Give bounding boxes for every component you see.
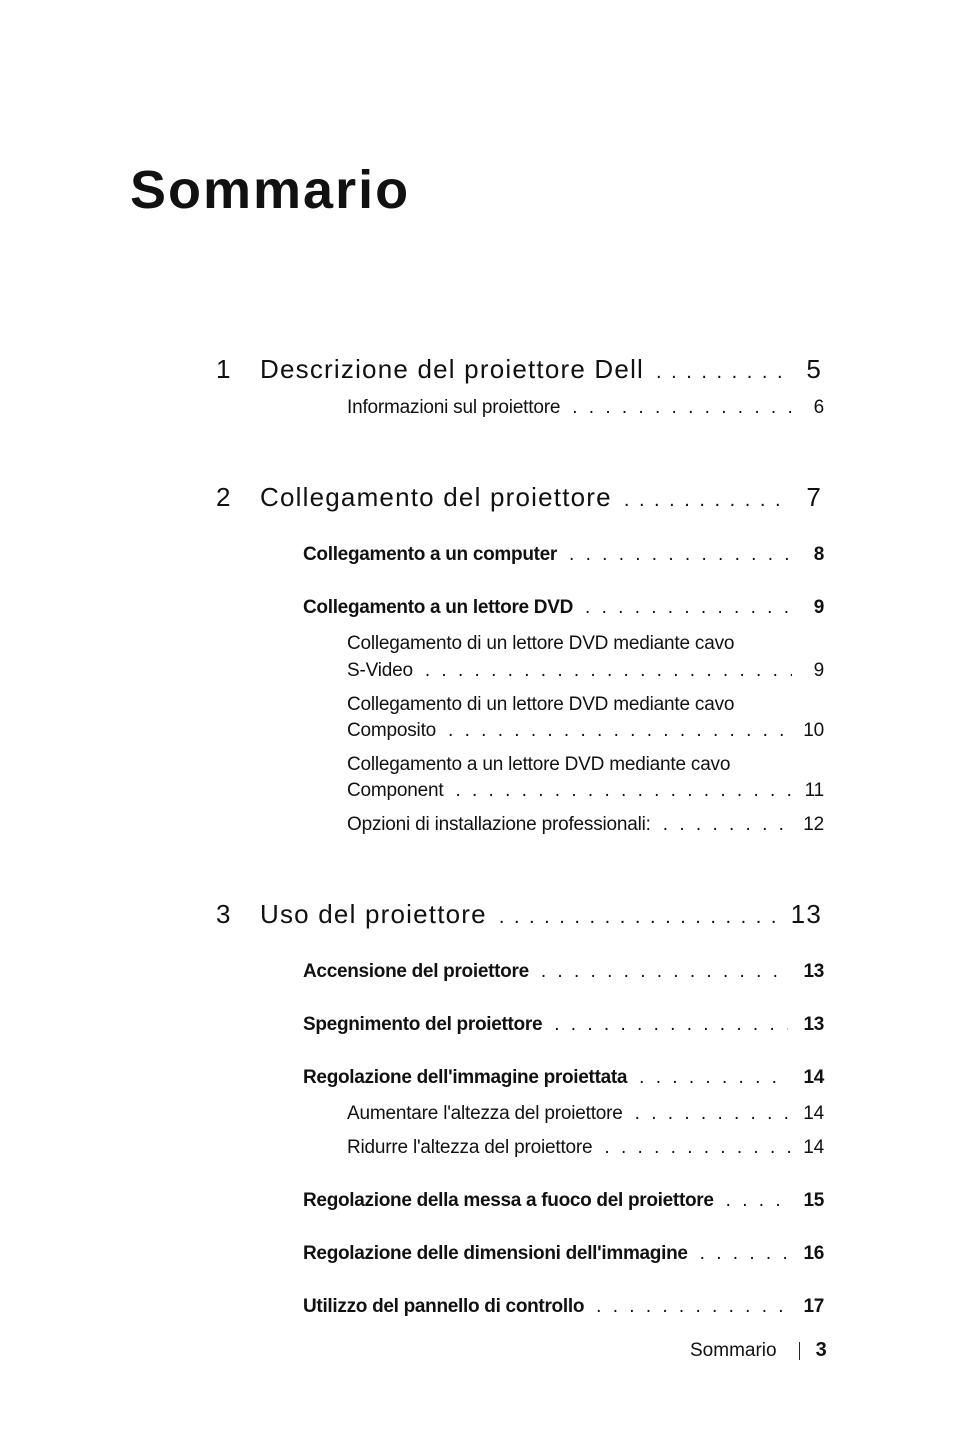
entry-label: Aumentare l'altezza del proiettore xyxy=(347,1103,623,1124)
section-label: Regolazione delle dimensioni dell'immagine xyxy=(303,1243,688,1264)
page-title: Sommario xyxy=(130,160,411,220)
page-number: 13 xyxy=(790,899,822,929)
entry-label: Informazioni sul proiettore xyxy=(347,397,561,418)
page-number: 15 xyxy=(803,1190,824,1211)
page-number: 14 xyxy=(803,1067,824,1088)
leader-dots xyxy=(425,660,792,682)
toc-entry-ridurre[interactable] xyxy=(347,1137,824,1159)
footer-page-number: 3 xyxy=(815,1339,827,1361)
entry-label: Component xyxy=(347,780,444,801)
toc-entry-opzioni[interactable] xyxy=(347,814,824,836)
chapter-number: 3 xyxy=(216,899,232,929)
section-label: Regolazione dell'immagine proiettata xyxy=(303,1067,628,1088)
toc-entry-svideo[interactable] xyxy=(347,660,824,682)
entry-label: S-Video xyxy=(347,660,413,681)
page-number: 8 xyxy=(813,544,824,565)
page-number: 14 xyxy=(803,1137,824,1158)
page-number: 10 xyxy=(803,720,824,741)
toc-chapter-2[interactable] xyxy=(216,482,822,513)
toc-section-dimensioni[interactable] xyxy=(303,1243,824,1265)
leader-dots xyxy=(700,1243,788,1265)
leader-dots xyxy=(639,1067,788,1089)
footer-section-name: Sommario xyxy=(690,1339,777,1361)
toc-section-coll-dvd[interactable] xyxy=(303,597,824,619)
section-label: Collegamento a un computer xyxy=(303,544,558,565)
page-number: 9 xyxy=(813,597,824,618)
leader-dots xyxy=(499,906,785,929)
leader-dots xyxy=(726,1190,788,1212)
leader-dots xyxy=(569,544,788,566)
leader-dots xyxy=(624,489,788,512)
toc-entry-composito[interactable] xyxy=(347,720,824,742)
page-number: 13 xyxy=(803,1014,824,1035)
leader-dots xyxy=(604,1137,792,1159)
toc-section-spegnimento[interactable] xyxy=(303,1014,824,1036)
footer-divider xyxy=(799,1342,800,1360)
page-number: 5 xyxy=(806,354,822,384)
page-number: 13 xyxy=(803,961,824,982)
toc-section-messa-fuoco[interactable] xyxy=(303,1190,824,1212)
toc-entry-component-line1[interactable]: Collegamento a un lettore DVD mediante cavo xyxy=(347,754,731,775)
toc-section-accensione[interactable] xyxy=(303,961,824,983)
page-number: 6 xyxy=(813,397,824,418)
toc-entry-composito-line1[interactable]: Collegamento di un lettore DVD mediante cavo xyxy=(347,694,735,715)
leader-dots xyxy=(448,720,792,742)
section-label: Regolazione della messa a fuoco del proiettore xyxy=(303,1190,714,1211)
page-number: 11 xyxy=(804,780,824,801)
toc-chapter-3[interactable] xyxy=(216,899,822,930)
page-number: 17 xyxy=(803,1296,824,1317)
section-label: Collegamento a un lettore DVD xyxy=(303,597,574,618)
page-footer xyxy=(690,1339,827,1362)
leader-dots xyxy=(596,1296,788,1318)
page-number: 16 xyxy=(803,1243,824,1264)
toc-entry-component[interactable] xyxy=(347,780,824,802)
leader-dots xyxy=(554,1014,788,1036)
toc-entry-informazioni[interactable] xyxy=(347,397,824,419)
entry-label: Ridurre l'altezza del proiettore xyxy=(347,1137,593,1158)
leader-dots xyxy=(541,961,788,983)
toc-entry-aumentare[interactable] xyxy=(347,1103,824,1125)
leader-dots xyxy=(572,397,792,419)
toc-section-coll-computer[interactable] xyxy=(303,544,824,566)
entry-label: Opzioni di installazione professionali: xyxy=(347,814,651,835)
leader-dots xyxy=(455,780,792,802)
chapter-number: 1 xyxy=(216,354,232,384)
chapter-title: Descrizione del proiettore Dell xyxy=(260,354,645,384)
page-number: 14 xyxy=(803,1103,824,1124)
toc-chapter-1[interactable] xyxy=(216,354,822,385)
page-number: 9 xyxy=(813,660,824,681)
page-number: 7 xyxy=(806,482,822,512)
chapter-title: Uso del proiettore xyxy=(260,899,487,929)
leader-dots xyxy=(656,361,788,384)
section-label: Spegnimento del proiettore xyxy=(303,1014,543,1035)
leader-dots xyxy=(663,814,792,836)
page-number: 12 xyxy=(803,814,824,835)
leader-dots xyxy=(585,597,788,619)
chapter-number: 2 xyxy=(216,482,232,512)
toc-entry-svideo-line1[interactable]: Collegamento di un lettore DVD mediante cavo xyxy=(347,633,735,654)
section-label: Utilizzo del pannello di controllo xyxy=(303,1296,585,1317)
entry-label: Composito xyxy=(347,720,437,741)
chapter-title: Collegamento del proiettore xyxy=(260,482,612,512)
section-label: Accensione del proiettore xyxy=(303,961,529,982)
toc-section-pannello[interactable] xyxy=(303,1296,824,1318)
leader-dots xyxy=(635,1103,792,1125)
toc-section-regolazione-immagine[interactable] xyxy=(303,1067,824,1089)
